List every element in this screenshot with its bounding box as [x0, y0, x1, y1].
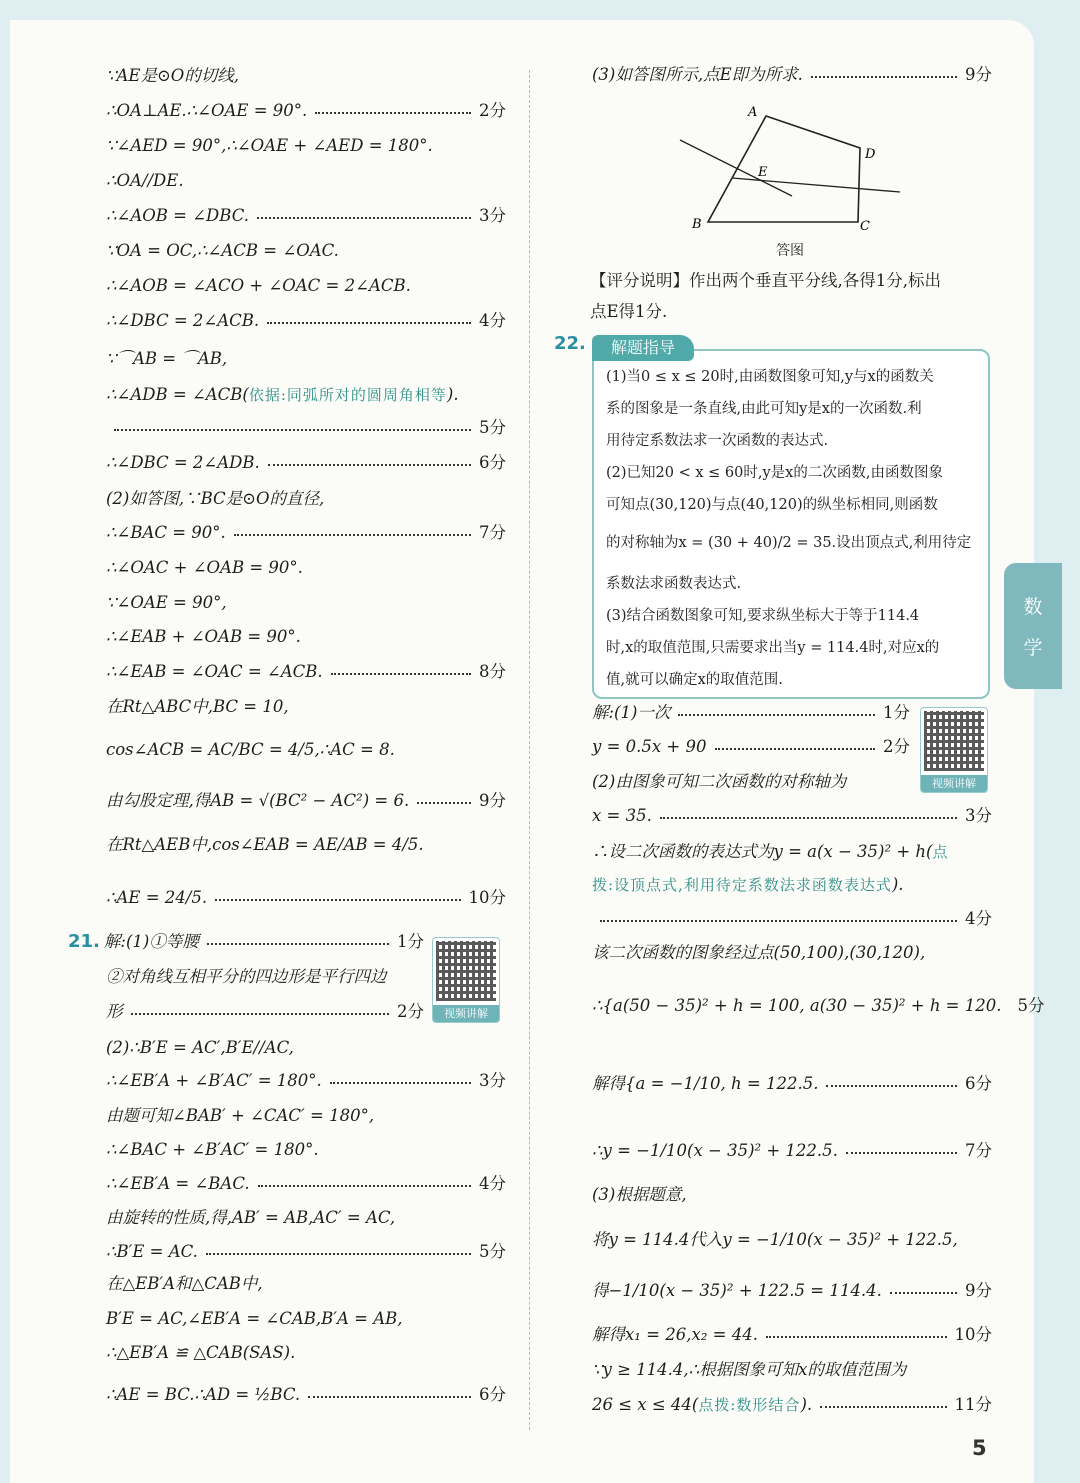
guide-line: 值,就可以确定x的取值范围.	[606, 672, 783, 688]
dot-leader	[215, 899, 460, 901]
answer-text: 在△EB′A和△CAB中,	[106, 1274, 263, 1293]
answer-text: ∴B′E = AC.	[106, 1242, 198, 1261]
answer-line	[68, 932, 424, 952]
answer-text: ∴∠OAC + ∠OAB = 90°.	[106, 558, 303, 577]
answer-line	[106, 1309, 506, 1329]
guide-line: 可知点(30,120)与点(40,120)的纵坐标相同,则函数	[606, 497, 938, 513]
score: 6分	[479, 1385, 506, 1404]
scoring-note-text: 【评分说明】作出两个垂直平分线,各得1分,标出	[590, 271, 941, 290]
guide-line: 系的图象是一条直线,由此可知y是x的一次函数.利	[606, 401, 922, 417]
answer-text: (2)由图象可知二次函数的对称轴为	[592, 772, 847, 791]
answer-line	[106, 697, 506, 717]
answer-text: ∴∠ADB = ∠ACB(	[106, 385, 249, 404]
answer-text: ∵∠OAE = 90°,	[106, 593, 227, 612]
qr-label: 视频讲解	[921, 775, 987, 792]
guide-line: (1)当0 ≤ x ≤ 20时,由函数图象可知,y与x的函数关	[606, 369, 934, 385]
column-divider	[529, 70, 530, 1430]
tip-note: 点拨:数形结合	[698, 1396, 801, 1414]
answer-line	[592, 1230, 992, 1250]
answer-text: ∴∠DBC = 2∠ADB.	[106, 453, 260, 472]
dot-leader	[234, 534, 471, 536]
answer-text: x = 35.	[592, 806, 652, 825]
answer-text: cos∠ACB = AC/BC = 4/5,∴AC = 8.	[106, 740, 395, 759]
answer-line	[592, 703, 910, 723]
answer-line	[106, 206, 506, 226]
page-number: 5	[972, 1436, 987, 1460]
construction-figure	[672, 100, 932, 250]
answer-line	[592, 65, 992, 85]
dot-leader	[131, 1013, 390, 1015]
point-label-e: E	[758, 165, 768, 180]
answer-line	[106, 627, 506, 647]
answer-line	[106, 418, 506, 438]
dot-leader	[258, 1185, 471, 1187]
answer-line	[106, 1038, 506, 1058]
answer-line	[106, 558, 506, 578]
point-label-b: B	[692, 217, 702, 232]
score: 2分	[397, 1002, 424, 1021]
dot-leader	[846, 1152, 957, 1154]
score: 5分	[479, 1242, 506, 1261]
answer-line	[106, 1140, 506, 1160]
score: 3分	[479, 1071, 506, 1090]
answer-line	[592, 1325, 992, 1345]
answer-line	[106, 888, 506, 908]
subject-tab-char: 数	[1023, 596, 1043, 618]
score: 5分	[1017, 996, 1045, 1015]
answer-text: 解得{a = −1/10, h = 122.5.	[592, 1074, 819, 1093]
dot-leader	[826, 1085, 957, 1087]
score: 4分	[965, 909, 992, 928]
score: 2分	[883, 737, 910, 756]
answer-line	[592, 1074, 992, 1094]
dot-leader	[820, 1406, 946, 1408]
dot-leader	[766, 1336, 947, 1338]
answer-line	[106, 1071, 506, 1091]
score: 10分	[468, 888, 506, 907]
answer-text: B′E = AC,∠EB′A = ∠CAB,B′A = AB,	[106, 1309, 403, 1328]
answer-line	[106, 593, 506, 613]
dot-leader	[678, 714, 875, 716]
question-number	[554, 334, 590, 354]
score: 1分	[397, 932, 424, 951]
answer-text: ∴∠EB′A = ∠BAC.	[106, 1174, 250, 1193]
answer-line	[106, 523, 506, 543]
score: 7分	[965, 1141, 992, 1160]
dot-leader	[308, 1396, 471, 1398]
dot-leader	[417, 802, 471, 804]
answer-text: ∵OA = OC,∴∠ACB = ∠OAC.	[106, 241, 339, 260]
score: 5分	[479, 418, 506, 437]
answer-line	[106, 967, 424, 987]
qr-label: 视频讲解	[433, 1005, 499, 1022]
answer-line	[592, 996, 1045, 1016]
dot-leader	[114, 429, 471, 431]
answer-line	[106, 349, 506, 369]
answer-line	[106, 453, 506, 473]
answer-line	[106, 835, 506, 855]
scoring-note-text: 点E得1分.	[590, 302, 668, 321]
answer-line	[106, 662, 506, 682]
guide-line: 的对称轴为x = (30 + 40)/2 = 35.设出顶点式,利用待定	[606, 535, 972, 551]
answer-text: ∵∠AED = 90°,∴∠OAE + ∠AED = 180°.	[106, 136, 433, 155]
score: 6分	[479, 453, 506, 472]
answer-text: ∴∠EB′A + ∠B′AC′ = 180°.	[106, 1071, 322, 1090]
video-qr-code[interactable]	[432, 937, 500, 1023]
answer-line	[106, 489, 506, 509]
answer-line	[106, 66, 506, 86]
answer-text: ∴∠AOB = ∠DBC.	[106, 206, 249, 225]
answer-text: ∵⌒AB = ⌒AB,	[106, 349, 228, 368]
answer-text: 解:(1)一次	[592, 703, 671, 722]
question-number: 21.	[68, 931, 100, 952]
answer-text: 26 ≤ x ≤ 44(	[592, 1395, 699, 1414]
answer-text: ∴设二次函数的表达式为y = a(x − 35)² + h(	[592, 842, 933, 861]
dot-leader	[268, 464, 471, 466]
guide-line: 时,x的取值范围,只需要求出当y = 114.4时,对应x的	[606, 640, 940, 656]
answer-line	[106, 1208, 506, 1228]
answer-text: 由勾股定理,得AB = √(BC² − AC²) = 6.	[106, 791, 410, 810]
scoring-note-line	[590, 271, 941, 291]
answer-line	[106, 791, 506, 811]
answer-text: 解得x₁ = 26,x₂ = 44.	[592, 1325, 758, 1344]
dot-leader	[811, 76, 957, 78]
answer-text: ∴△EB′A ≌ △CAB(SAS).	[106, 1343, 296, 1362]
answer-text: 由旋转的性质,得,AB′ = AB,AC′ = AC,	[106, 1208, 396, 1227]
answer-line	[592, 806, 992, 826]
answer-text: ∴{a(50 − 35)² + h = 100, a(30 − 35)² + h = 120.	[592, 996, 1002, 1015]
qr-pattern	[436, 941, 496, 1001]
score: 4分	[479, 1174, 506, 1193]
point-label-c: C	[860, 219, 870, 234]
answer-line	[106, 1274, 506, 1294]
answer-text: ∴∠DBC = 2∠ACB.	[106, 311, 260, 330]
perpendicular-bisector-2	[732, 178, 900, 192]
answer-text-tail: ).	[800, 1395, 813, 1414]
dot-leader	[890, 1292, 957, 1294]
question-22-number: 22.	[554, 333, 586, 354]
answer-text: ∴y = −1/10(x − 35)² + 122.5.	[592, 1141, 838, 1160]
answer-text: ②对角线互相平分的四边形是平行四边	[106, 967, 387, 986]
dot-leader	[660, 817, 957, 819]
answer-line	[106, 241, 506, 261]
dot-leader	[715, 748, 876, 750]
answer-line	[592, 1141, 992, 1161]
answer-line	[106, 276, 506, 296]
answer-text-tail: ).	[446, 385, 459, 404]
score: 11分	[954, 1395, 992, 1414]
answer-text: ∴∠BAC + ∠B′AC′ = 180°.	[106, 1140, 319, 1159]
answer-line	[592, 875, 992, 895]
answer-line	[106, 385, 506, 405]
answer-line	[106, 1174, 506, 1194]
answer-text: ∴AE = 24/5.	[106, 888, 208, 907]
answer-text: ∴∠EAB = ∠OAC = ∠ACB.	[106, 662, 323, 681]
answer-text: 得−1/10(x − 35)² + 122.5 = 114.4.	[592, 1281, 882, 1300]
dot-leader	[315, 112, 471, 114]
dot-leader	[331, 673, 471, 675]
answer-line	[592, 1395, 992, 1415]
guide-line: 用待定系数法求一次函数的表达式.	[606, 433, 829, 449]
answer-line	[592, 737, 910, 757]
point-label-d: D	[865, 147, 876, 162]
dot-leader	[600, 920, 957, 922]
answer-text: ∵AE是⊙O的切线,	[106, 66, 240, 85]
answer-text-tail: ).	[891, 875, 904, 894]
guide-line: (2)已知20 < x ≤ 60时,y是x的二次函数,由函数图象	[606, 465, 943, 481]
score: 9分	[965, 65, 992, 84]
answer-line	[106, 740, 506, 760]
answer-line	[106, 311, 506, 331]
answer-line	[106, 1242, 506, 1262]
dot-leader	[257, 217, 471, 219]
answer-text: 在Rt△AEB中,cos∠EAB = AE/AB = 4/5.	[106, 835, 424, 854]
answer-text: ∴OA//DE.	[106, 171, 184, 190]
quadrilateral-abcd	[708, 116, 860, 222]
score: 3分	[479, 206, 506, 225]
guide-line: (3)结合函数图象可知,要求纵坐标大于等于114.4	[606, 608, 920, 624]
answer-line	[106, 1343, 506, 1363]
answer-line	[106, 136, 506, 156]
answer-text: 该二次函数的图象经过点(50,100),(30,120),	[592, 943, 926, 962]
answer-text: 形	[106, 1002, 123, 1021]
answer-line	[106, 1385, 506, 1405]
answer-text: 在Rt△ABC中,BC = 10,	[106, 697, 289, 716]
answer-text: (2)如答图,∵BC是⊙O的直径,	[106, 489, 325, 508]
answer-line	[106, 1106, 506, 1126]
answer-line	[592, 842, 992, 862]
answer-text: 解:(1)①等腰	[103, 932, 199, 951]
answer-text: ∴∠EAB + ∠OAB = 90°.	[106, 627, 301, 646]
answer-line	[106, 101, 506, 121]
dot-leader	[206, 1253, 471, 1255]
point-label-a: A	[748, 105, 758, 120]
answer-text: 将y = 114.4代入y = −1/10(x − 35)² + 122.5,	[592, 1230, 958, 1249]
score: 9分	[965, 1281, 992, 1300]
score: 3分	[965, 806, 992, 825]
video-qr-code[interactable]	[920, 707, 988, 793]
dot-leader	[330, 1082, 471, 1084]
subject-tab[interactable]	[1004, 563, 1062, 689]
answer-text: ∴∠BAC = 90°.	[106, 523, 226, 542]
score: 4分	[479, 311, 506, 330]
score: 2分	[479, 101, 506, 120]
answer-text: (2)∴B′E = AC′,B′E//AC,	[106, 1038, 294, 1057]
tip-note: 拨:设顶点式,利用待定系数法求函数表达式	[592, 876, 892, 894]
answer-text: (3)如答图所示,点E即为所求.	[592, 65, 803, 84]
guide-line: 系数法求函数表达式.	[606, 576, 742, 592]
qr-pattern	[924, 711, 984, 771]
dot-leader	[267, 322, 471, 324]
tip-note: 依据:同弧所对的圆周角相等	[248, 386, 447, 404]
answer-text: ∴OA⊥AE.∴∠OAE = 90°.	[106, 101, 308, 120]
answer-text: 由题可知∠BAB′ + ∠CAC′ = 180°,	[106, 1106, 375, 1125]
score: 10分	[954, 1325, 992, 1344]
dot-leader	[207, 943, 389, 945]
answer-text: ∴∠AOB = ∠ACO + ∠OAC = 2∠ACB.	[106, 276, 411, 295]
answer-line	[592, 772, 910, 792]
answer-text: ∵y ≥ 114.4,∴根据图象可知x的取值范围为	[592, 1360, 907, 1379]
perpendicular-bisector-1	[680, 140, 792, 196]
tip-note: 点	[932, 843, 949, 861]
scoring-note-line	[590, 302, 667, 322]
answer-line	[106, 1002, 424, 1022]
answer-line	[592, 1185, 992, 1205]
score: 6分	[965, 1074, 992, 1093]
answer-line	[592, 1281, 992, 1301]
answer-line	[592, 909, 992, 929]
answer-line	[106, 171, 506, 191]
score: 8分	[479, 662, 506, 681]
answer-line	[592, 943, 992, 963]
answer-text: y = 0.5x + 90	[592, 737, 707, 756]
answer-text: ∴AE = BC.∴AD = ½BC.	[106, 1385, 301, 1404]
score: 7分	[479, 523, 506, 542]
subject-tab-char: 学	[1023, 637, 1043, 659]
figure-caption: 答图	[776, 243, 804, 259]
score: 9分	[479, 791, 506, 810]
score: 1分	[883, 703, 910, 722]
answer-line	[592, 1360, 992, 1380]
answer-text: (3)根据题意,	[592, 1185, 687, 1204]
solution-guide-title: 解题指导	[592, 335, 694, 361]
